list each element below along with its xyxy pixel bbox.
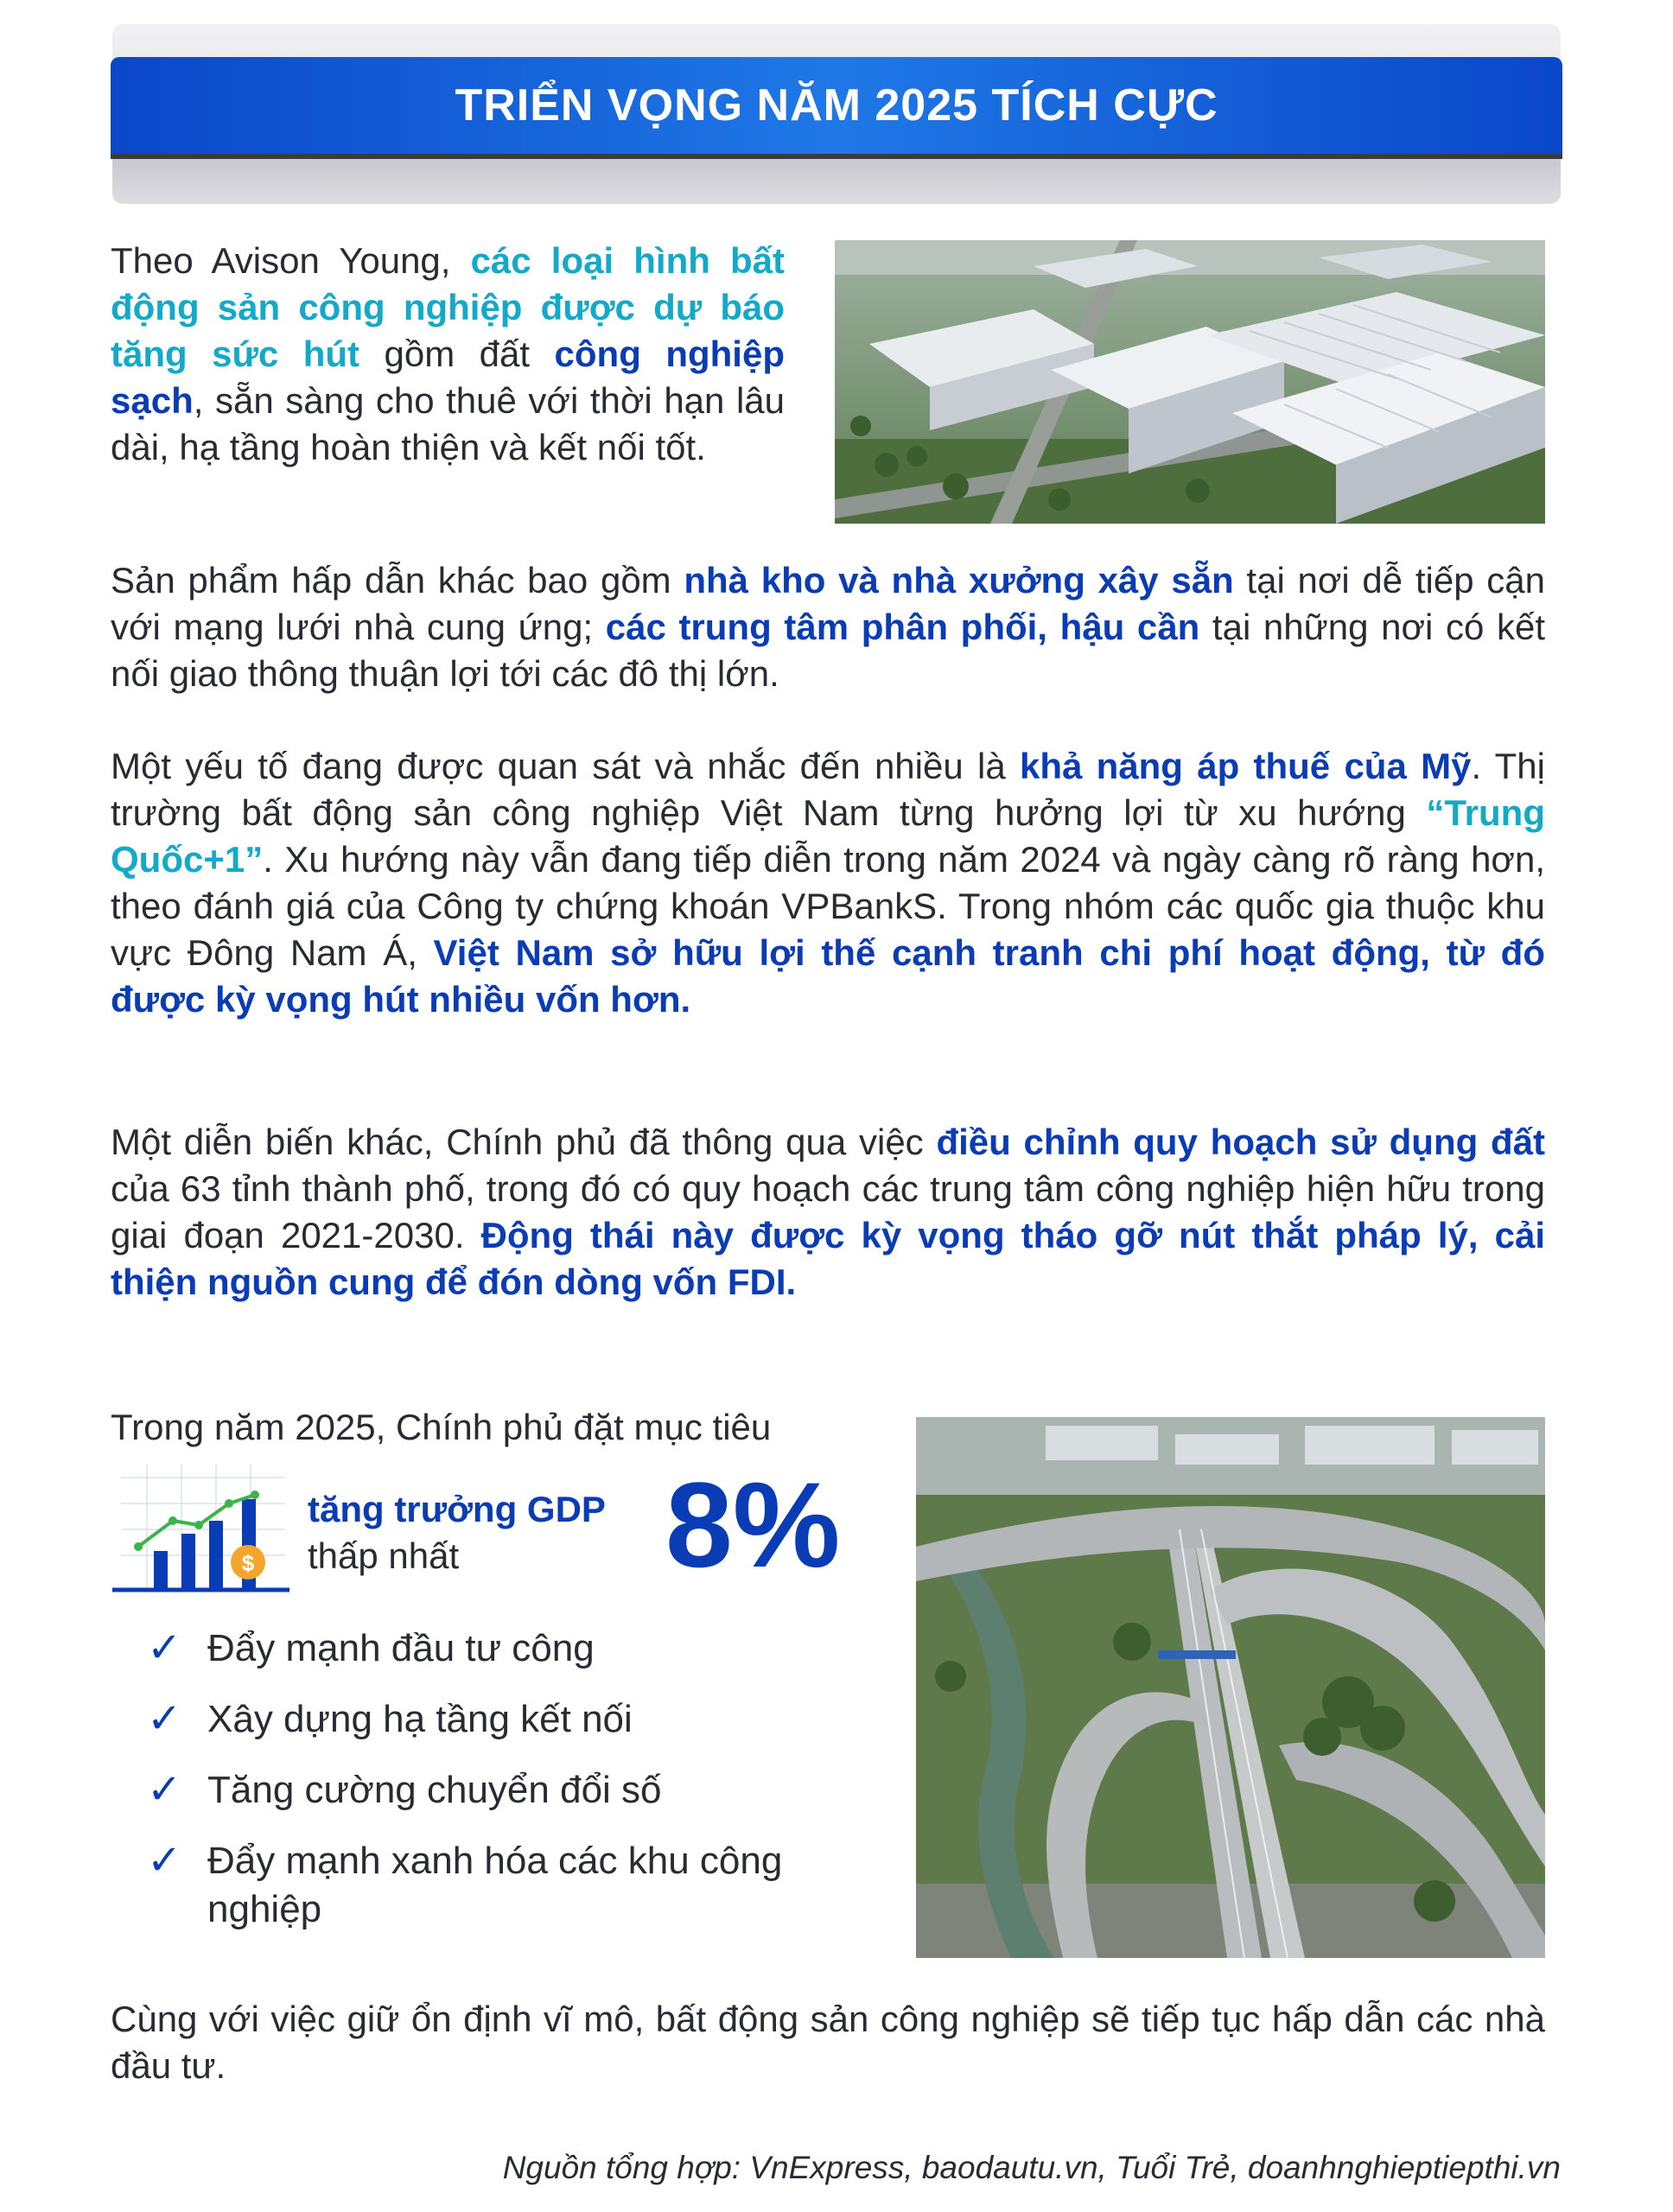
growth-chart-icon [112,1460,289,1599]
gdp-intro: Trong năm 2025, Chính phủ đặt mục tiêu [111,1407,772,1447]
check-icon: ✓ [147,1838,182,1884]
highlight-text: công nghiệp sạch [111,334,785,421]
highway-interchange-photo [916,1417,1545,1958]
highlight-text: điều chỉnh quy hoạch sử dụng đất [936,1122,1546,1162]
text: Theo Avison Young, [111,240,471,281]
check-icon: ✓ [147,1696,182,1742]
page-title: TRIỂN VỌNG NĂM 2025 TÍCH CỰC [455,80,1218,130]
list-item-text: Đẩy mạnh xanh hóa các khu công nghiệp [207,1840,783,1930]
highlight-text: nhà kho và nhà xưởng xây sẵn [684,560,1234,601]
gdp-target-value: 8% [665,1457,841,1592]
industrial-park-photo [835,240,1545,524]
text: Một diễn biến khác, Chính phủ đã thông qua việc [111,1122,937,1162]
highlight-text: khả năng áp thuế của Mỹ [1019,746,1472,786]
paragraph-warehouses [111,557,1545,697]
text: , sẵn sàng cho thuê với thời hạn lâu dài, hạ tầng hoàn thiện và kết nối tốt. [111,380,785,467]
closing-paragraph: Cùng với việc giữ ổn định vĩ mô, bất động sản công nghiệp sẽ tiếp tục hấp dẫn các nhà đầu tư. [111,1999,1545,2086]
highlight-text: “Trung Quốc+1” [111,792,1545,880]
text: tại những nơi có kết nối giao thông thuận lợi tới các đô thị lớn. [111,607,1546,694]
highlight-text: các loại hình bất động sản công nghiệp được dự báo tăng sức hút [111,240,785,374]
highlight-text: Việt Nam sở hữu lợi thế cạnh tranh chi phí hoạt động, từ đó được kỳ vọng hút nhiều vốn hơn. [111,932,1545,1020]
paragraph-land-planning [111,1119,1545,1306]
paragraph-us-tariff [111,743,1545,1023]
paragraph-industrial-demand [111,238,785,471]
text: tại nơi dễ tiếp cận với mạng lưới nhà cung ứng; [111,560,1545,647]
svg-text:$: $ [241,1550,255,1576]
text: . Thị trường bất động sản công nghiệp Việt Nam từng hưởng lợi từ xu hướng [111,746,1545,833]
list-item-text: Tăng cường chuyển đổi số [207,1769,662,1811]
list-item [147,1837,821,1934]
list-item-text: Đẩy mạnh đầu tư công [207,1627,595,1669]
list-item-text: Xây dựng hạ tầng kết nối [207,1698,633,1740]
check-icon: ✓ [147,1625,182,1671]
government-targets-list [147,1624,821,1956]
text: Một yếu tố đang được quan sát và nhắc đến nhiều là [111,746,1020,786]
text: . Xu hướng này vẫn đang tiếp diễn trong năm 2024 và ngày càng rõ ràng hơn, theo đánh giá của Công ty chứng khoán VPBankS. Trong nhóm các quốc gia thuộc khu vực Đông Nam Á, [111,839,1545,973]
highlight-text: Động thái này được kỳ vọng tháo gỡ nút thắt pháp lý, cải thiện nguồn cung để đón dòng vốn FDI. [111,1215,1545,1302]
list-item [147,1695,821,1744]
list-item [147,1766,821,1815]
check-icon: ✓ [147,1767,182,1813]
highlight-text: các trung tâm phân phối, hậu cần [605,607,1200,647]
source-credit: Nguồn tổng hợp: VnExpress, baodautu.vn, Tuổi Trẻ, doanhnghieptiepthi.vn [502,2150,1561,2185]
text: của 63 tỉnh thành phố, trong đó có quy hoạch các trung tâm công nghiệp hiện hữu trong giai đoạn 2021-2030. [111,1168,1545,1255]
text: gồm đất [359,334,555,374]
gdp-label-bold: tăng trưởng GDP [308,1489,606,1529]
list-item [147,1624,821,1673]
gdp-label-rest: thấp nhất [308,1535,460,1576]
header-banner [111,57,1562,154]
text: Sản phẩm hấp dẫn khác bao gồm [111,560,684,601]
gdp-label [308,1486,606,1580]
